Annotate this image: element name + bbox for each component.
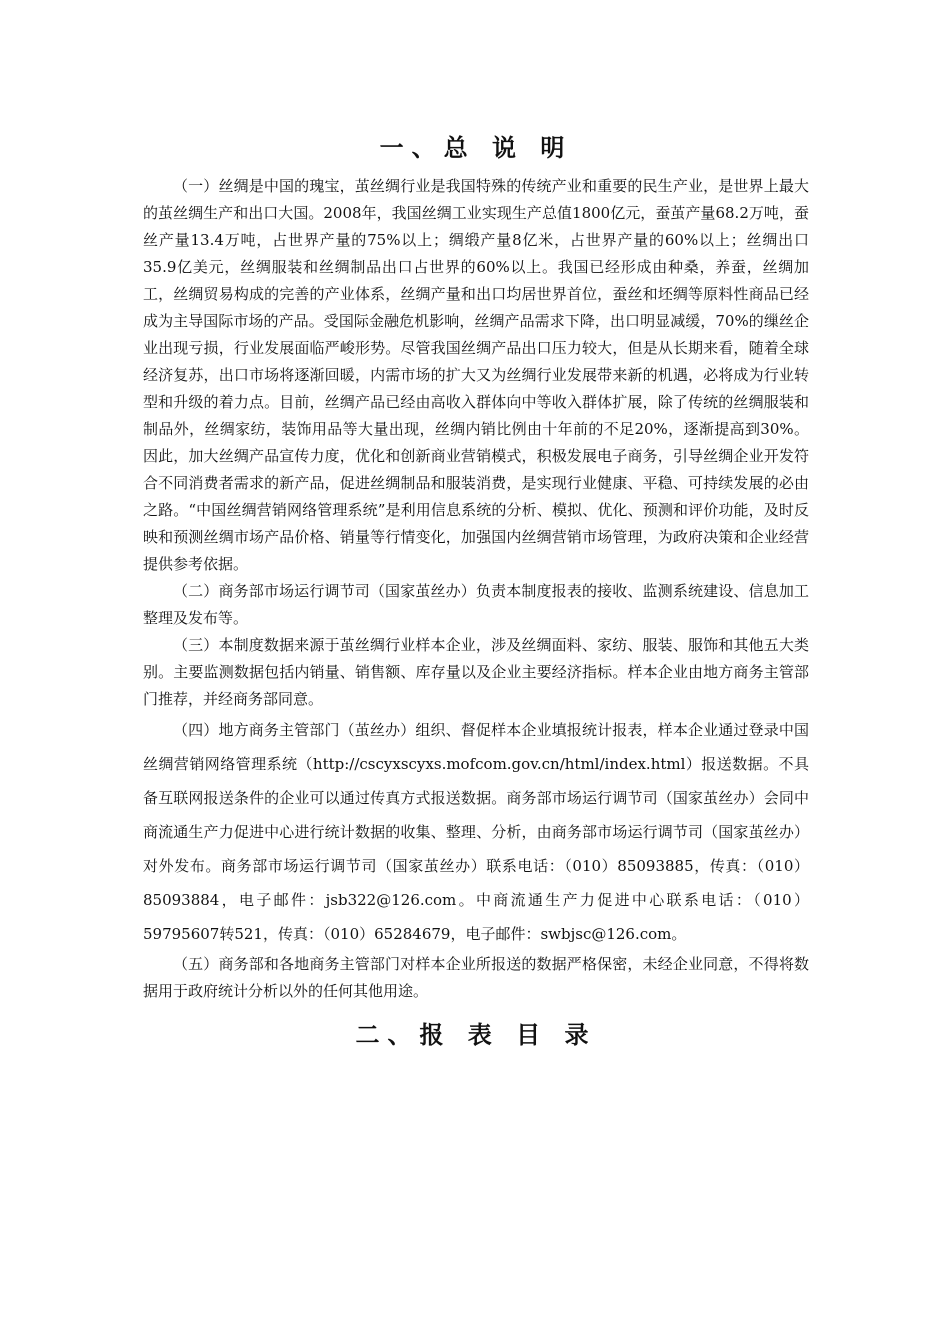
paragraph-2: （二）商务部市场运行调节司（国家茧丝办）负责本制度报表的接收、监测系统建设、信息加工整理及发布等。 bbox=[143, 582, 809, 627]
paragraph-4: （四）地方商务主管部门（茧丝办）组织、督促样本企业填报统计报表，样本企业通过登录中国丝绸营销网络管理系统（http://cscyxscyxs.mofcom.gov.cn/html/index.html）报送数据。不具备互联网报送条件的企业可以通过传真方式报送数据。商务部市场运行调节司（国家茧丝办）会同中商流通生产力促进中心进行统计数据的收集、整理、分析，由商务部市场运行调节司（国家茧丝办）对外发布。商务部市场运行调节司（国家茧丝办）联系电话：（010）85093885，传真：（010）85093884，电子邮件：jsb322@126.com。中商流通生产力促进中心联系电话：（010）59795607转521，传真：（010）65284679，电子邮件：swbjsc@126.com。 bbox=[143, 721, 809, 943]
section-heading-report-catalog: 二、报 表 目 录 bbox=[355, 1021, 597, 1049]
paragraph-5: （五）商务部和各地商务主管部门对样本企业所报送的数据严格保密，未经企业同意，不得将数据用于政府统计分析以外的任何其他用途。 bbox=[143, 955, 809, 1000]
paragraph-1: （一）丝绸是中国的瑰宝，茧丝绸行业是我国特殊的传统产业和重要的民生产业，是世界上最大的茧丝绸生产和出口大国。2008年，我国丝绸工业实现生产总值1800亿元，蚕茧产量68.2万吨，蚕丝产量13.4万吨，占世界产量的75%以上；绸缎产量8亿米，占世界产量的60%以上；丝绸出口35.9亿美元，丝绸服装和丝绸制品出口占世界的60%以上。我国已经形成由种桑，养蚕，丝绸加工，丝绸贸易构成的完善的产业体系，丝绸产量和出口均居世界首位，蚕丝和坯绸等原料性商品已经成为主导国际市场的产品。受国际金融危机影响，丝绸产品需求下降，出口明显减缓，70%的缫丝企业出现亏损，行业发展面临严峻形势。尽管我国丝绸产品出口压力较大，但是从长期来看，随着全球经济复苏，出口市场将逐渐回暖，内需市场的扩大又为丝绸行业发展带来新的机遇，必将成为行业转型和升级的着力点。目前，丝绸产品已经由高收入群体向中等收入群体扩展，除了传统的丝绸服装和制品外，丝绸家纺，装饰用品等大量出现，丝绸内销比例由十年前的不足20%，逐渐提高到30%。因此，加大丝绸产品宣传力度，优化和创新商业营销模式，积极发展电子商务，引导丝绸企业开发符合不同消费者需求的新产品，促进丝绸制品和服装消费，是实现行业健康、平稳、可持续发展的必由之路。“中国丝绸营销网络管理系统”是利用信息系统的分析、模拟、优化、预测和评价功能，及时反映和预测丝绸市场产品价格、销量等行情变化，加强国内丝绸营销市场管理，为政府决策和企业经营提供参考依据。 bbox=[143, 177, 809, 573]
document-content bbox=[143, 120, 809, 1050]
paragraph-3: （三）本制度数据来源于茧丝绸行业样本企业，涉及丝绸面料、家纺、服装、服饰和其他五大类别。主要监测数据包括内销量、销售额、库存量以及企业主要经济指标。样本企业由地方商务主管部门推荐，并经商务部同意。 bbox=[143, 636, 809, 708]
section-heading-general-notes: 一、总 说 明 bbox=[379, 134, 573, 162]
